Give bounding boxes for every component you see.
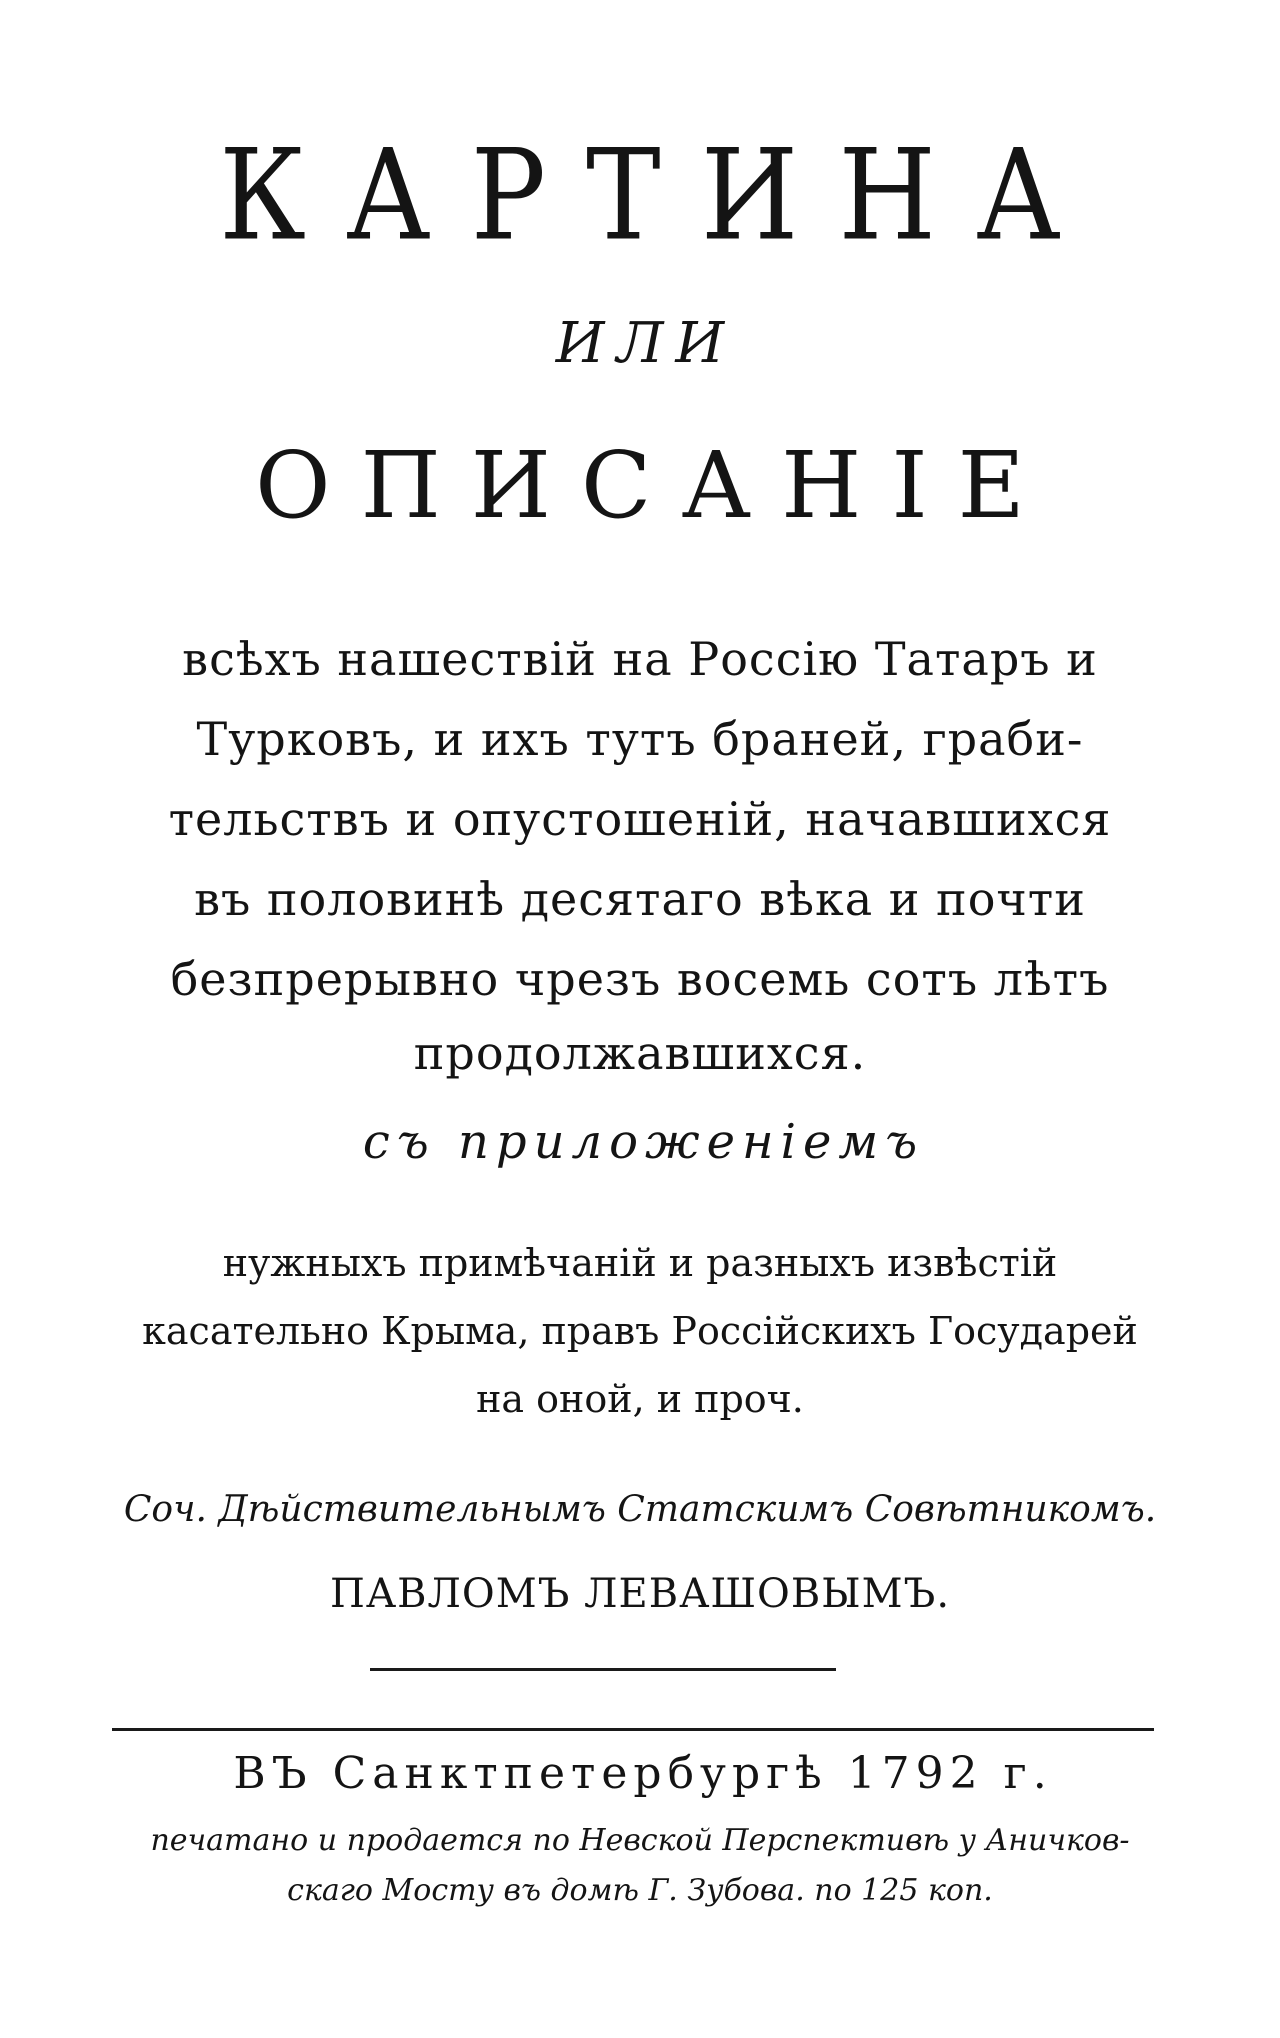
imprint-detail: печатано и продается по Невской Перспективѣ у Аничков- [150,1823,1130,1858]
short-divider [370,1668,836,1671]
notes-line: на оной, и проч. [476,1377,804,1421]
description-line: тельствъ и опустошеній, начавшихся [168,792,1112,846]
book-subtitle: ОПИСАНІЕ [255,432,1055,539]
author-name: ПАВЛОМЪ ЛЕВАШОВЫМЪ. [329,1571,951,1617]
notes-line: касательно Крыма, правъ Россійскихъ Государей [142,1309,1138,1353]
book-title: КАРТИНА [219,123,1101,269]
title-connector: ИЛИ [555,311,737,376]
description-line: безпрерывно чрезъ восемь сотъ лѣтъ [170,952,1110,1006]
description-line: Турковъ, и ихъ тутъ браней, граби- [196,712,1084,766]
imprint-detail: скаго Мосту въ домѣ Г. Зубова. по 125 коп. [287,1873,993,1908]
notes-line: нужныхъ примѣчаній и разныхъ извѣстій [222,1241,1058,1285]
description-line: продолжавшихся. [413,1026,867,1080]
description-line: всѣхъ нашествій на Россію Татаръ и [182,632,1098,686]
description-line: въ половинѣ десятаго вѣка и почти [194,872,1086,926]
author-prefix: Соч. Дѣйствительнымъ Статскимъ Совѣтникомъ. [123,1489,1157,1530]
appendix-heading: съ приложеніемъ [362,1114,925,1170]
imprint-line: ВЪ Санктпетербургѣ 1792 г. [233,1748,1053,1799]
long-divider [112,1728,1154,1731]
